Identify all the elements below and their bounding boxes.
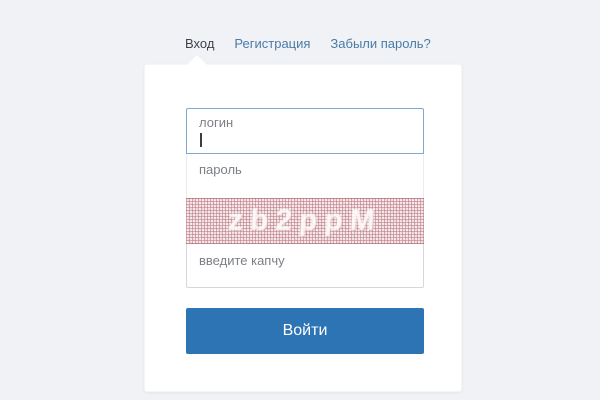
submit-login-button[interactable]: Войти bbox=[186, 308, 424, 354]
text-caret bbox=[200, 133, 202, 147]
login-input[interactable] bbox=[186, 108, 424, 154]
password-input[interactable] bbox=[186, 154, 424, 198]
password-input-placeholder: пароль bbox=[199, 162, 242, 177]
tab-login[interactable]: Вход bbox=[185, 36, 215, 51]
active-tab-notch bbox=[187, 55, 207, 65]
captcha-image bbox=[186, 198, 424, 244]
login-card bbox=[144, 64, 462, 392]
auth-tabs bbox=[185, 36, 431, 52]
tab-forgot-password[interactable]: Забыли пароль? bbox=[330, 36, 431, 51]
captcha-input-placeholder: введите капчу bbox=[199, 253, 285, 268]
captcha-input[interactable] bbox=[186, 244, 424, 288]
login-form bbox=[186, 108, 424, 288]
login-input-placeholder: логин bbox=[199, 115, 234, 130]
captcha-code-text: zb2ppM bbox=[227, 204, 384, 237]
tab-register[interactable]: Регистрация bbox=[234, 36, 311, 51]
